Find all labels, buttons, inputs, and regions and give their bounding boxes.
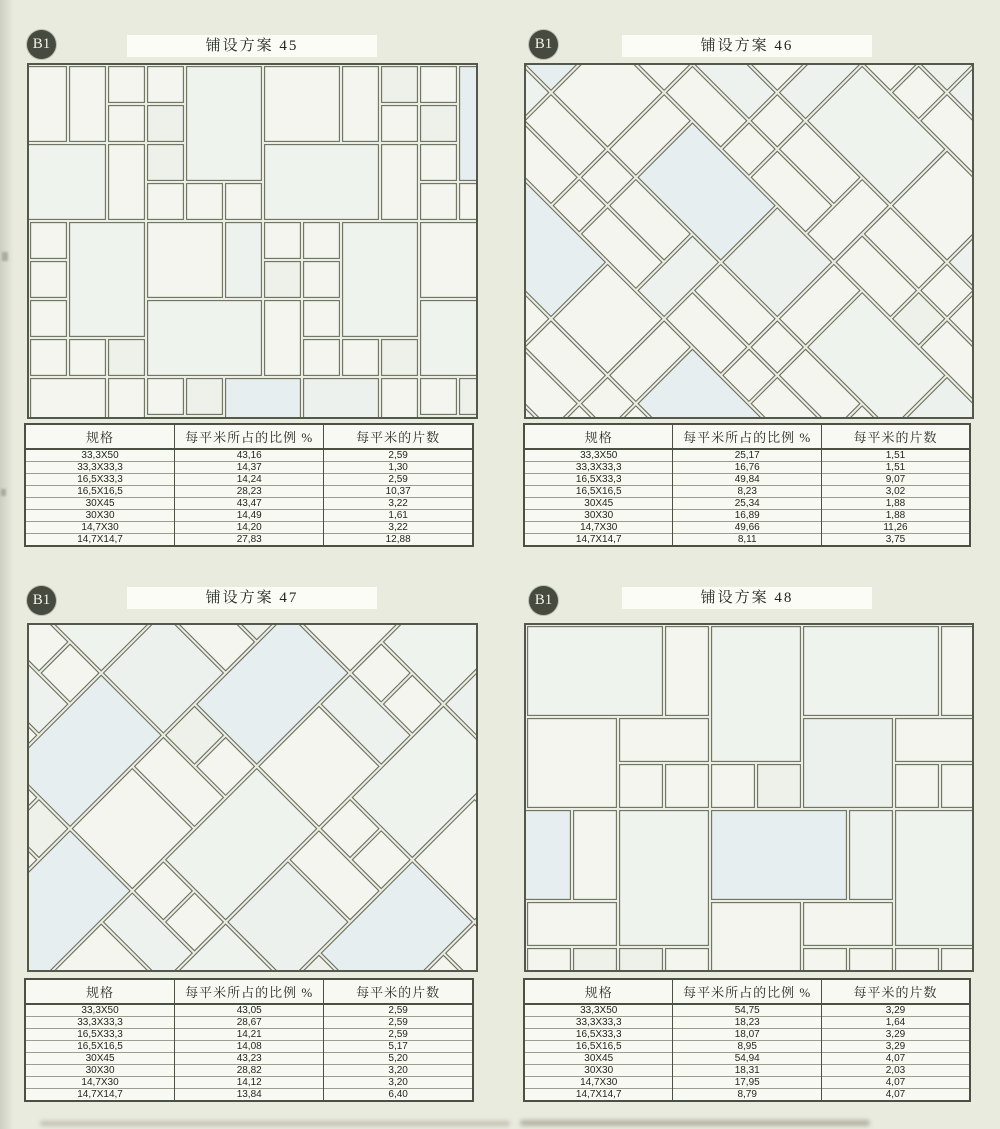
spec-row <box>25 1041 473 1053</box>
col-ratio: 每平米所占的比例 % <box>673 979 822 1004</box>
spec-cell: 8,11 <box>673 534 822 547</box>
spec-table-48 <box>523 978 971 1102</box>
spec-row <box>524 510 970 522</box>
spec-cell: 43,23 <box>175 1053 324 1065</box>
spec-row <box>524 522 970 534</box>
spec-cell: 1,88 <box>821 498 970 510</box>
plan-title-47: 铺设方案 47 <box>127 587 377 609</box>
spec-cell: 14,7X14,7 <box>25 1089 175 1102</box>
col-pieces: 每平米的片数 <box>821 424 970 449</box>
spec-row <box>524 486 970 498</box>
spec-cell: 14,08 <box>175 1041 324 1053</box>
spec-cell: 3,29 <box>821 1004 970 1017</box>
spec-cell: 5,20 <box>324 1053 473 1065</box>
spec-cell: 2,59 <box>324 1004 473 1017</box>
spec-cell: 3,22 <box>324 522 473 534</box>
spec-cell: 14,7X30 <box>25 1077 175 1089</box>
spec-cell: 16,5X16,5 <box>25 486 175 498</box>
spec-cell: 2,03 <box>821 1065 970 1077</box>
spec-cell: 33,3X33,3 <box>524 1017 673 1029</box>
spec-cell: 30X30 <box>25 510 175 522</box>
spec-cell: 1,88 <box>821 510 970 522</box>
spec-cell: 3,20 <box>324 1065 473 1077</box>
spec-row <box>524 498 970 510</box>
spec-row <box>25 449 473 462</box>
spec-cell: 17,95 <box>673 1077 822 1089</box>
spec-row <box>25 1065 473 1077</box>
badge-b1: B1 <box>529 30 558 59</box>
col-ratio: 每平米所占的比例 % <box>175 424 324 449</box>
spec-cell: 16,5X16,5 <box>524 486 673 498</box>
spec-cell: 14,21 <box>175 1029 324 1041</box>
spec-cell: 54,75 <box>673 1004 822 1017</box>
spec-row <box>25 1017 473 1029</box>
scan-smudge <box>40 1121 510 1126</box>
spec-cell: 2,59 <box>324 449 473 462</box>
spec-cell: 49,66 <box>673 522 822 534</box>
spec-cell: 9,07 <box>821 474 970 486</box>
spec-cell: 33,3X50 <box>524 449 673 462</box>
spec-row <box>524 1041 970 1053</box>
spec-cell: 4,07 <box>821 1053 970 1065</box>
col-pieces: 每平米的片数 <box>324 979 473 1004</box>
spec-cell: 28,82 <box>175 1065 324 1077</box>
badge-b1: B1 <box>529 586 558 615</box>
spec-cell: 30X45 <box>524 1053 673 1065</box>
spec-row <box>25 534 473 547</box>
spec-cell: 5,17 <box>324 1041 473 1053</box>
tile-pattern-diagram-47 <box>27 623 478 972</box>
spec-cell: 6,40 <box>324 1089 473 1102</box>
spec-row <box>524 1029 970 1041</box>
spec-cell: 3,20 <box>324 1077 473 1089</box>
plan-title-46: 铺设方案 46 <box>622 35 872 57</box>
spec-cell: 8,95 <box>673 1041 822 1053</box>
col-ratio: 每平米所占的比例 % <box>175 979 324 1004</box>
spec-cell: 16,5X16,5 <box>25 1041 175 1053</box>
spec-row <box>25 1029 473 1041</box>
spec-row <box>25 522 473 534</box>
spec-cell: 3,02 <box>821 486 970 498</box>
spec-row <box>25 1053 473 1065</box>
spec-cell: 14,7X30 <box>524 522 673 534</box>
spec-cell: 25,34 <box>673 498 822 510</box>
spec-cell: 2,59 <box>324 1029 473 1041</box>
spec-cell: 14,7X14,7 <box>25 534 175 547</box>
spec-cell: 4,07 <box>821 1077 970 1089</box>
spec-header-row <box>524 424 970 449</box>
spec-cell: 3,29 <box>821 1029 970 1041</box>
spec-cell: 33,3X50 <box>25 449 175 462</box>
spec-cell: 14,7X14,7 <box>524 1089 673 1102</box>
spec-row <box>25 1077 473 1089</box>
spec-cell: 14,7X30 <box>25 522 175 534</box>
spec-cell: 14,20 <box>175 522 324 534</box>
spec-cell: 33,3X33,3 <box>25 462 175 474</box>
spec-cell: 30X30 <box>524 510 673 522</box>
spec-row <box>25 486 473 498</box>
spec-table-47 <box>24 978 474 1102</box>
scan-mark <box>1 489 6 496</box>
spec-cell: 3,22 <box>324 498 473 510</box>
spec-cell: 14,24 <box>175 474 324 486</box>
spec-row <box>524 1065 970 1077</box>
spec-row <box>524 449 970 462</box>
spec-row <box>25 1089 473 1102</box>
spec-cell: 3,75 <box>821 534 970 547</box>
spec-cell: 8,23 <box>673 486 822 498</box>
col-spec: 规格 <box>524 979 673 1004</box>
spec-cell: 18,23 <box>673 1017 822 1029</box>
spec-cell: 14,49 <box>175 510 324 522</box>
spec-cell: 43,05 <box>175 1004 324 1017</box>
spec-table-46 <box>523 423 971 547</box>
spec-cell: 18,31 <box>673 1065 822 1077</box>
spec-cell: 14,12 <box>175 1077 324 1089</box>
spec-cell: 28,23 <box>175 486 324 498</box>
tile-pattern-diagram-48 <box>524 623 974 972</box>
spec-cell: 28,67 <box>175 1017 324 1029</box>
spec-row <box>524 462 970 474</box>
spec-row <box>25 510 473 522</box>
spec-row <box>524 1089 970 1102</box>
spec-cell: 43,47 <box>175 498 324 510</box>
spec-cell: 14,7X30 <box>524 1077 673 1089</box>
spec-cell: 12,88 <box>324 534 473 547</box>
spec-cell: 14,7X14,7 <box>524 534 673 547</box>
spec-cell: 33,3X33,3 <box>25 1017 175 1029</box>
spec-row <box>524 1017 970 1029</box>
col-ratio: 每平米所占的比例 % <box>673 424 822 449</box>
spec-row <box>25 462 473 474</box>
spec-cell: 33,3X50 <box>524 1004 673 1017</box>
spec-cell: 8,79 <box>673 1089 822 1102</box>
spec-cell: 16,89 <box>673 510 822 522</box>
spec-cell: 33,3X33,3 <box>524 462 673 474</box>
spec-row <box>25 498 473 510</box>
spec-cell: 30X30 <box>25 1065 175 1077</box>
spec-row <box>524 1004 970 1017</box>
badge-b1: B1 <box>27 30 56 59</box>
spec-table-45 <box>24 423 474 547</box>
spec-cell: 16,76 <box>673 462 822 474</box>
spec-cell: 49,84 <box>673 474 822 486</box>
spec-cell: 1,61 <box>324 510 473 522</box>
col-spec: 规格 <box>25 424 175 449</box>
spec-row <box>524 1077 970 1089</box>
badge-b1: B1 <box>27 586 56 615</box>
spec-cell: 16,5X16,5 <box>524 1041 673 1053</box>
spec-cell: 2,59 <box>324 474 473 486</box>
spec-cell: 18,07 <box>673 1029 822 1041</box>
spec-cell: 16,5X33,3 <box>25 1029 175 1041</box>
scan-smudge <box>520 1120 870 1126</box>
spec-cell: 27,83 <box>175 534 324 547</box>
spec-cell: 16,5X33,3 <box>524 474 673 486</box>
spec-cell: 1,30 <box>324 462 473 474</box>
col-spec: 规格 <box>25 979 175 1004</box>
scan-mark <box>2 252 8 261</box>
spec-cell: 13,84 <box>175 1089 324 1102</box>
spec-cell: 16,5X33,3 <box>524 1029 673 1041</box>
plan-title-45: 铺设方案 45 <box>127 35 377 57</box>
spec-cell: 3,29 <box>821 1041 970 1053</box>
spec-cell: 30X45 <box>524 498 673 510</box>
spec-header-row <box>25 979 473 1004</box>
spec-cell: 54,94 <box>673 1053 822 1065</box>
spec-cell: 43,16 <box>175 449 324 462</box>
spec-row <box>524 1053 970 1065</box>
spec-row <box>25 474 473 486</box>
spec-cell: 30X30 <box>524 1065 673 1077</box>
spec-cell: 30X45 <box>25 1053 175 1065</box>
spec-cell: 1,51 <box>821 449 970 462</box>
spec-cell: 10,37 <box>324 486 473 498</box>
col-pieces: 每平米的片数 <box>821 979 970 1004</box>
spec-cell: 1,64 <box>821 1017 970 1029</box>
spec-header-row <box>25 424 473 449</box>
spec-cell: 11,26 <box>821 522 970 534</box>
plan-title-48: 铺设方案 48 <box>622 587 872 609</box>
col-pieces: 每平米的片数 <box>324 424 473 449</box>
spec-cell: 33,3X50 <box>25 1004 175 1017</box>
spec-cell: 16,5X33,3 <box>25 474 175 486</box>
spec-cell: 25,17 <box>673 449 822 462</box>
spec-header-row <box>524 979 970 1004</box>
tile-pattern-diagram-45 <box>27 63 478 419</box>
spec-row <box>25 1004 473 1017</box>
spec-cell: 2,59 <box>324 1017 473 1029</box>
spec-cell: 14,37 <box>175 462 324 474</box>
spec-row <box>524 534 970 547</box>
col-spec: 规格 <box>524 424 673 449</box>
spec-row <box>524 474 970 486</box>
spec-cell: 30X45 <box>25 498 175 510</box>
spec-cell: 4,07 <box>821 1089 970 1102</box>
spec-cell: 1,51 <box>821 462 970 474</box>
tile-pattern-diagram-46 <box>524 63 974 419</box>
